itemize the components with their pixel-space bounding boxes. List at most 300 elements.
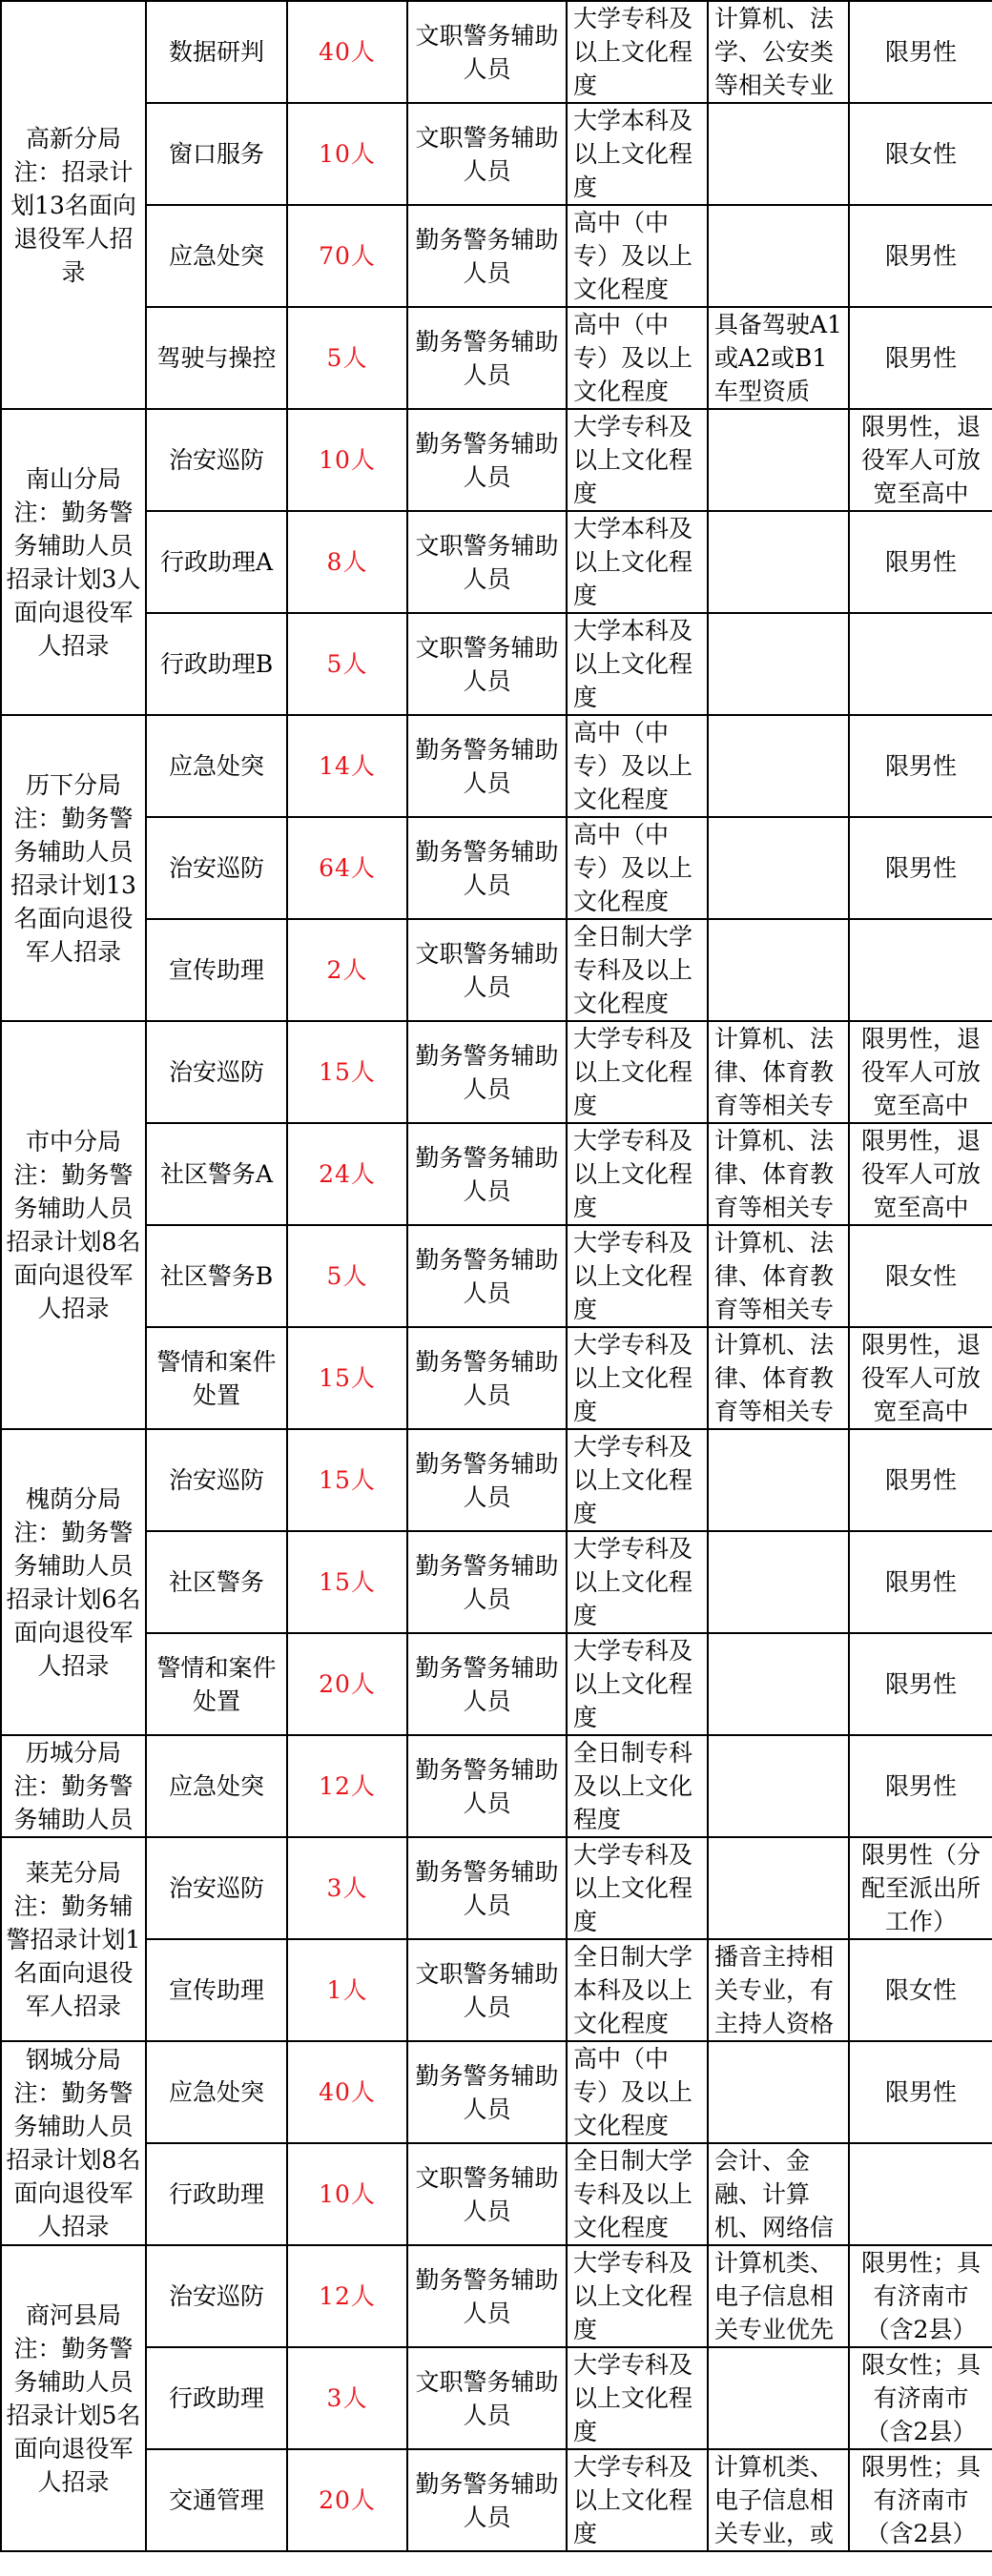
unit-cell: 历城分局 注：勤务警务辅助人员 bbox=[1, 1735, 146, 1837]
staff-type-cell bbox=[407, 1327, 567, 1429]
position-cell bbox=[146, 511, 287, 613]
headcount-cell bbox=[287, 715, 407, 817]
major-text: 计算机、法律、体育教育等相关专 bbox=[714, 1127, 835, 1221]
staff-type-text: 文职警务辅助人员 bbox=[415, 531, 559, 593]
table-row bbox=[1, 1633, 992, 1735]
table-row bbox=[1, 817, 992, 919]
headcount-text: 10人 bbox=[319, 2180, 376, 2208]
requirement-text: 限男性；具有济南市（含2县） bbox=[860, 2453, 981, 2547]
headcount-cell bbox=[287, 1429, 407, 1531]
staff-type-text: 文职警务辅助人员 bbox=[415, 2163, 559, 2225]
position-cell bbox=[146, 1021, 287, 1123]
requirement-cell bbox=[849, 2143, 992, 2245]
major-cell bbox=[708, 1429, 849, 1531]
major-text: 计算机、法律、体育教育等相关专 bbox=[714, 1331, 835, 1425]
requirement-text: 限男性 bbox=[884, 1466, 957, 1494]
headcount-cell bbox=[287, 2347, 407, 2449]
major-cell bbox=[708, 409, 849, 511]
requirement-cell bbox=[849, 919, 992, 1021]
table-row bbox=[1, 2347, 992, 2449]
education-cell bbox=[567, 2245, 708, 2347]
headcount-text: 14人 bbox=[319, 752, 376, 780]
education-cell bbox=[567, 511, 708, 613]
requirement-cell bbox=[849, 2041, 992, 2143]
staff-type-cell bbox=[407, 1633, 567, 1735]
unit-cell: 莱芜分局 注：勤务辅警招录计划1名面向退役军人招录 bbox=[1, 1837, 146, 2041]
staff-type-cell bbox=[407, 1531, 567, 1633]
headcount-cell bbox=[287, 511, 407, 613]
position-text: 行政助理A bbox=[159, 548, 274, 576]
headcount-cell bbox=[287, 1633, 407, 1735]
requirement-text: 限男性（分配至派出所工作） bbox=[860, 1841, 981, 1935]
staff-type-cell bbox=[407, 1, 567, 103]
headcount-cell bbox=[287, 1021, 407, 1123]
headcount-cell bbox=[287, 1225, 407, 1327]
requirement-text: 限男性 bbox=[884, 344, 957, 372]
headcount-cell bbox=[287, 307, 407, 409]
table-row bbox=[1, 2245, 992, 2347]
major-cell bbox=[708, 817, 849, 919]
table-row bbox=[1, 2041, 992, 2143]
position-cell bbox=[146, 103, 287, 205]
headcount-cell bbox=[287, 2449, 407, 2551]
table-row bbox=[1, 919, 992, 1021]
major-cell bbox=[708, 511, 849, 613]
position-text: 应急处突 bbox=[168, 2078, 264, 2106]
headcount-text: 10人 bbox=[319, 446, 376, 474]
table-row bbox=[1, 613, 992, 715]
headcount-text: 1人 bbox=[326, 1976, 368, 2004]
headcount-text: 8人 bbox=[326, 548, 368, 576]
staff-type-text: 文职警务辅助人员 bbox=[415, 2367, 559, 2429]
major-cell bbox=[708, 1633, 849, 1735]
table-row bbox=[1, 1021, 992, 1123]
requirement-cell bbox=[849, 1327, 992, 1429]
education-text: 大学专科及以上文化程度 bbox=[573, 2351, 693, 2445]
position-cell bbox=[146, 1531, 287, 1633]
headcount-cell bbox=[287, 205, 407, 307]
position-text: 应急处突 bbox=[168, 242, 264, 270]
requirement-text: 限男性 bbox=[884, 242, 957, 270]
table-row bbox=[1, 1123, 992, 1225]
education-cell bbox=[567, 1429, 708, 1531]
headcount-cell bbox=[287, 1735, 407, 1837]
staff-type-text: 勤务警务辅助人员 bbox=[415, 1245, 559, 1307]
education-text: 大学专科及以上文化程度 bbox=[573, 5, 693, 99]
staff-type-cell bbox=[407, 2041, 567, 2143]
education-cell bbox=[567, 2347, 708, 2449]
position-cell bbox=[146, 919, 287, 1021]
position-cell bbox=[146, 1735, 287, 1837]
major-cell bbox=[708, 2245, 849, 2347]
headcount-text: 5人 bbox=[326, 650, 368, 678]
major-cell bbox=[708, 103, 849, 205]
headcount-text: 24人 bbox=[319, 1160, 376, 1188]
education-cell bbox=[567, 103, 708, 205]
headcount-text: 5人 bbox=[326, 1262, 368, 1290]
headcount-text: 12人 bbox=[319, 1772, 376, 1800]
requirement-cell bbox=[849, 103, 992, 205]
headcount-text: 15人 bbox=[319, 1568, 376, 1596]
table-body bbox=[1, 1, 992, 2551]
requirement-cell bbox=[849, 1021, 992, 1123]
education-text: 大学本科及以上文化程度 bbox=[573, 107, 693, 201]
unit-cell: 商河县局 注：勤务警务辅助人员招录计划5名面向退役军人招录 bbox=[1, 2245, 146, 2551]
position-cell bbox=[146, 2449, 287, 2551]
headcount-text: 20人 bbox=[319, 2486, 376, 2514]
position-cell bbox=[146, 307, 287, 409]
position-cell bbox=[146, 1429, 287, 1531]
position-cell bbox=[146, 2245, 287, 2347]
table-row bbox=[1, 1225, 992, 1327]
table-row bbox=[1, 103, 992, 205]
position-cell bbox=[146, 1633, 287, 1735]
education-cell bbox=[567, 1021, 708, 1123]
education-text: 大学专科及以上文化程度 bbox=[573, 413, 693, 507]
requirement-cell bbox=[849, 1633, 992, 1735]
staff-type-cell bbox=[407, 511, 567, 613]
major-cell bbox=[708, 613, 849, 715]
requirement-text: 限男性 bbox=[884, 854, 957, 882]
headcount-text: 15人 bbox=[319, 1364, 376, 1392]
requirement-cell bbox=[849, 511, 992, 613]
major-cell bbox=[708, 2347, 849, 2449]
position-text: 驾驶与操控 bbox=[156, 344, 277, 372]
staff-type-text: 勤务警务辅助人员 bbox=[415, 735, 559, 797]
requirement-text: 限男性 bbox=[884, 1568, 957, 1596]
position-text: 治安巡防 bbox=[168, 1874, 264, 1902]
staff-type-cell bbox=[407, 919, 567, 1021]
position-text: 交通管理 bbox=[168, 2486, 264, 2514]
education-cell bbox=[567, 1939, 708, 2041]
education-cell bbox=[567, 1735, 708, 1837]
major-text: 计算机、法学、公安类等相关专业 bbox=[714, 5, 835, 99]
education-cell bbox=[567, 1123, 708, 1225]
headcount-text: 40人 bbox=[319, 2078, 376, 2106]
education-text: 全日制大学专科及以上文化程度 bbox=[573, 2147, 693, 2241]
staff-type-text: 勤务警务辅助人员 bbox=[415, 429, 559, 491]
education-cell bbox=[567, 205, 708, 307]
headcount-text: 12人 bbox=[319, 2282, 376, 2310]
education-text: 高中（中专）及以上文化程度 bbox=[573, 311, 693, 405]
unit-cell: 钢城分局 注：勤务警务辅助人员招录计划8名面向退役军人招录 bbox=[1, 2041, 146, 2245]
requirement-cell bbox=[849, 817, 992, 919]
position-cell bbox=[146, 613, 287, 715]
position-text: 应急处突 bbox=[168, 1772, 264, 1800]
position-cell bbox=[146, 2347, 287, 2449]
position-text: 社区警务 bbox=[168, 1568, 264, 1596]
major-text: 播音主持相关专业，有主持人资格 bbox=[714, 1943, 835, 2037]
requirement-text: 限男性，退役军人可放宽至高中 bbox=[860, 1025, 981, 1119]
education-text: 大学本科及以上文化程度 bbox=[573, 617, 693, 711]
education-cell bbox=[567, 613, 708, 715]
table-row bbox=[1, 1531, 992, 1633]
position-text: 治安巡防 bbox=[168, 854, 264, 882]
position-cell bbox=[146, 1327, 287, 1429]
staff-type-cell bbox=[407, 409, 567, 511]
education-text: 大学专科及以上文化程度 bbox=[573, 1331, 693, 1425]
staff-type-text: 勤务警务辅助人员 bbox=[415, 225, 559, 287]
table-row bbox=[1, 2449, 992, 2551]
staff-type-text: 勤务警务辅助人员 bbox=[415, 2265, 559, 2327]
major-text: 会计、金融、计算机、网络信 bbox=[714, 2147, 835, 2241]
table-row bbox=[1, 1327, 992, 1429]
headcount-cell bbox=[287, 1531, 407, 1633]
staff-type-text: 勤务警务辅助人员 bbox=[415, 1041, 559, 1103]
major-cell bbox=[708, 1837, 849, 1939]
staff-type-text: 文职警务辅助人员 bbox=[415, 21, 559, 83]
unit-cell: 槐荫分局 注：勤务警务辅助人员招录计划6名面向退役军人招录 bbox=[1, 1429, 146, 1735]
education-cell bbox=[567, 817, 708, 919]
requirement-text: 限男性，退役军人可放宽至高中 bbox=[860, 413, 981, 507]
staff-type-text: 勤务警务辅助人员 bbox=[415, 2469, 559, 2531]
education-text: 大学专科及以上文化程度 bbox=[573, 1127, 693, 1221]
staff-type-text: 勤务警务辅助人员 bbox=[415, 1653, 559, 1715]
education-cell bbox=[567, 919, 708, 1021]
position-text: 社区警务A bbox=[159, 1160, 274, 1188]
staff-type-text: 勤务警务辅助人员 bbox=[415, 1143, 559, 1205]
unit-cell: 高新分局 注：招录计划13名面向退役军人招录 bbox=[1, 1, 146, 409]
staff-type-cell bbox=[407, 715, 567, 817]
requirement-text: 限男性 bbox=[884, 1772, 957, 1800]
position-text: 宣传助理 bbox=[168, 956, 264, 984]
major-cell bbox=[708, 1021, 849, 1123]
requirement-text: 限女性 bbox=[884, 1262, 957, 1290]
headcount-cell bbox=[287, 103, 407, 205]
headcount-text: 2人 bbox=[326, 956, 368, 984]
headcount-text: 70人 bbox=[319, 242, 376, 270]
education-cell bbox=[567, 307, 708, 409]
unit-cell: 南山分局 注：勤务警务辅助人员招录计划3人面向退役军人招录 bbox=[1, 409, 146, 715]
education-cell bbox=[567, 1531, 708, 1633]
education-text: 高中（中专）及以上文化程度 bbox=[573, 821, 693, 915]
staff-type-text: 勤务警务辅助人员 bbox=[415, 2061, 559, 2123]
staff-type-text: 勤务警务辅助人员 bbox=[415, 837, 559, 899]
requirement-text: 限男性 bbox=[884, 752, 957, 780]
table-row bbox=[1, 307, 992, 409]
staff-type-text: 勤务警务辅助人员 bbox=[415, 1449, 559, 1511]
major-cell bbox=[708, 205, 849, 307]
requirement-text: 限女性 bbox=[884, 140, 957, 168]
position-cell bbox=[146, 1123, 287, 1225]
position-text: 数据研判 bbox=[168, 38, 264, 66]
requirement-text: 限男性；具有济南市（含2县） bbox=[860, 2249, 981, 2343]
major-cell bbox=[708, 2449, 849, 2551]
staff-type-cell bbox=[407, 2245, 567, 2347]
requirement-text: 限男性 bbox=[884, 548, 957, 576]
requirement-text: 限男性 bbox=[884, 38, 957, 66]
major-cell bbox=[708, 1939, 849, 2041]
table-row bbox=[1, 1939, 992, 2041]
requirement-cell bbox=[849, 1531, 992, 1633]
staff-type-cell bbox=[407, 1123, 567, 1225]
requirement-cell bbox=[849, 1123, 992, 1225]
education-text: 大学专科及以上文化程度 bbox=[573, 1535, 693, 1629]
staff-type-cell bbox=[407, 1735, 567, 1837]
education-text: 大学专科及以上文化程度 bbox=[573, 1841, 693, 1935]
major-cell bbox=[708, 715, 849, 817]
table-row bbox=[1, 2143, 992, 2245]
education-cell bbox=[567, 1327, 708, 1429]
staff-type-cell bbox=[407, 103, 567, 205]
staff-type-text: 文职警务辅助人员 bbox=[415, 939, 559, 1001]
major-text: 具备驾驶A1或A2或B1车型资质 bbox=[714, 311, 842, 405]
requirement-cell bbox=[849, 1429, 992, 1531]
education-text: 大学专科及以上文化程度 bbox=[573, 2453, 693, 2547]
education-text: 高中（中专）及以上文化程度 bbox=[573, 2045, 693, 2139]
headcount-cell bbox=[287, 613, 407, 715]
major-cell bbox=[708, 919, 849, 1021]
requirement-cell bbox=[849, 409, 992, 511]
requirement-cell bbox=[849, 2347, 992, 2449]
education-text: 高中（中专）及以上文化程度 bbox=[573, 719, 693, 813]
table-row bbox=[1, 1429, 992, 1531]
requirement-cell bbox=[849, 205, 992, 307]
requirement-cell bbox=[849, 1735, 992, 1837]
headcount-text: 3人 bbox=[326, 1874, 368, 1902]
position-cell bbox=[146, 409, 287, 511]
staff-type-cell bbox=[407, 307, 567, 409]
major-cell bbox=[708, 2143, 849, 2245]
requirement-cell bbox=[849, 715, 992, 817]
position-cell bbox=[146, 1837, 287, 1939]
position-text: 行政助理 bbox=[168, 2384, 264, 2412]
education-text: 全日制大学专科及以上文化程度 bbox=[573, 923, 693, 1017]
headcount-cell bbox=[287, 2041, 407, 2143]
position-text: 治安巡防 bbox=[168, 446, 264, 474]
education-cell bbox=[567, 1633, 708, 1735]
education-cell bbox=[567, 1837, 708, 1939]
position-cell bbox=[146, 205, 287, 307]
requirement-cell bbox=[849, 1225, 992, 1327]
major-cell bbox=[708, 1531, 849, 1633]
education-cell bbox=[567, 2449, 708, 2551]
requirement-text: 限男性，退役军人可放宽至高中 bbox=[860, 1127, 981, 1221]
staff-type-cell bbox=[407, 1837, 567, 1939]
staff-type-cell bbox=[407, 817, 567, 919]
major-cell bbox=[708, 1, 849, 103]
major-cell bbox=[708, 2041, 849, 2143]
education-cell bbox=[567, 1, 708, 103]
headcount-cell bbox=[287, 1327, 407, 1429]
staff-type-cell bbox=[407, 2143, 567, 2245]
headcount-cell bbox=[287, 1, 407, 103]
position-text: 社区警务B bbox=[159, 1262, 274, 1290]
headcount-text: 10人 bbox=[319, 140, 376, 168]
major-cell bbox=[708, 1123, 849, 1225]
major-text: 计算机类、电子信息相关专业优先 bbox=[714, 2249, 835, 2343]
requirement-text: 限男性，退役军人可放宽至高中 bbox=[860, 1331, 981, 1425]
staff-type-text: 勤务警务辅助人员 bbox=[415, 1755, 559, 1817]
headcount-cell bbox=[287, 2143, 407, 2245]
headcount-text: 15人 bbox=[319, 1466, 376, 1494]
education-cell bbox=[567, 2143, 708, 2245]
education-cell bbox=[567, 409, 708, 511]
education-text: 高中（中专）及以上文化程度 bbox=[573, 209, 693, 303]
education-cell bbox=[567, 2041, 708, 2143]
headcount-cell bbox=[287, 1939, 407, 2041]
staff-type-cell bbox=[407, 1939, 567, 2041]
headcount-text: 20人 bbox=[319, 1670, 376, 1698]
major-text: 计算机、法律、体育教育等相关专 bbox=[714, 1025, 835, 1119]
position-cell bbox=[146, 1939, 287, 2041]
headcount-text: 64人 bbox=[319, 854, 376, 882]
staff-type-text: 文职警务辅助人员 bbox=[415, 1959, 559, 2021]
position-text: 警情和案件处置 bbox=[156, 1653, 277, 1715]
major-cell bbox=[708, 1327, 849, 1429]
position-text: 警情和案件处置 bbox=[156, 1347, 277, 1409]
requirement-text: 限女性；具有济南市（含2县） bbox=[860, 2351, 981, 2445]
education-text: 大学专科及以上文化程度 bbox=[573, 1637, 693, 1731]
headcount-cell bbox=[287, 1123, 407, 1225]
position-text: 治安巡防 bbox=[168, 1466, 264, 1494]
requirement-cell bbox=[849, 1, 992, 103]
major-cell bbox=[708, 1225, 849, 1327]
position-text: 治安巡防 bbox=[168, 2282, 264, 2310]
headcount-text: 15人 bbox=[319, 1058, 376, 1086]
headcount-cell bbox=[287, 409, 407, 511]
staff-type-text: 勤务警务辅助人员 bbox=[415, 1551, 559, 1613]
requirement-text: 限女性 bbox=[884, 1976, 957, 2004]
position-text: 宣传助理 bbox=[168, 1976, 264, 2004]
requirement-cell bbox=[849, 1837, 992, 1939]
table-row bbox=[1, 715, 992, 817]
education-text: 全日制专科及以上文化程度 bbox=[573, 1739, 693, 1833]
position-cell bbox=[146, 817, 287, 919]
position-text: 窗口服务 bbox=[168, 140, 264, 168]
major-cell bbox=[708, 1735, 849, 1837]
education-text: 全日制大学本科及以上文化程度 bbox=[573, 1943, 693, 2037]
staff-type-cell bbox=[407, 1021, 567, 1123]
staff-type-cell bbox=[407, 1225, 567, 1327]
position-cell bbox=[146, 1, 287, 103]
staff-type-cell bbox=[407, 1429, 567, 1531]
position-text: 治安巡防 bbox=[168, 1058, 264, 1086]
table-row bbox=[1, 1, 992, 103]
requirement-cell bbox=[849, 613, 992, 715]
headcount-cell bbox=[287, 919, 407, 1021]
table-row bbox=[1, 205, 992, 307]
staff-type-text: 勤务警务辅助人员 bbox=[415, 327, 559, 389]
requirement-cell bbox=[849, 2449, 992, 2551]
education-text: 大学专科及以上文化程度 bbox=[573, 1025, 693, 1119]
requirement-cell bbox=[849, 307, 992, 409]
position-text: 行政助理 bbox=[168, 2180, 264, 2208]
education-text: 大学专科及以上文化程度 bbox=[573, 1229, 693, 1323]
headcount-text: 40人 bbox=[319, 38, 376, 66]
requirement-cell bbox=[849, 1939, 992, 2041]
headcount-text: 5人 bbox=[326, 344, 368, 372]
table-row bbox=[1, 511, 992, 613]
education-text: 大学专科及以上文化程度 bbox=[573, 2249, 693, 2343]
position-cell bbox=[146, 1225, 287, 1327]
position-cell bbox=[146, 2143, 287, 2245]
staff-type-text: 文职警务辅助人员 bbox=[415, 633, 559, 695]
staff-type-text: 勤务警务辅助人员 bbox=[415, 1857, 559, 1919]
requirement-cell bbox=[849, 2245, 992, 2347]
table-row bbox=[1, 409, 992, 511]
education-text: 大学专科及以上文化程度 bbox=[573, 1433, 693, 1527]
requirement-text: 限男性 bbox=[884, 1670, 957, 1698]
staff-type-text: 文职警务辅助人员 bbox=[415, 123, 559, 185]
position-cell bbox=[146, 2041, 287, 2143]
staff-type-cell bbox=[407, 205, 567, 307]
major-cell bbox=[708, 307, 849, 409]
staff-type-cell bbox=[407, 2449, 567, 2551]
education-cell bbox=[567, 1225, 708, 1327]
position-text: 行政助理B bbox=[159, 650, 274, 678]
major-text: 计算机类、电子信息相关专业，或 bbox=[714, 2453, 835, 2547]
